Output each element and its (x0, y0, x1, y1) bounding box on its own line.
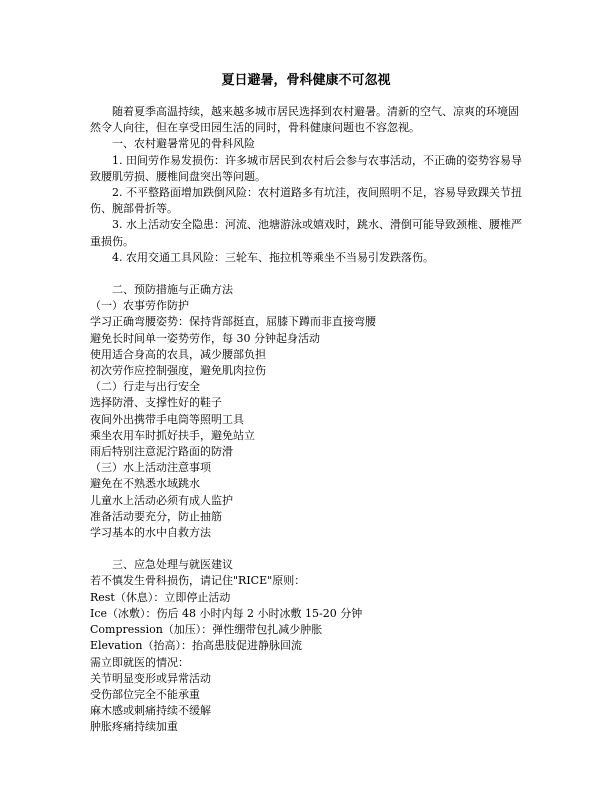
water-tip-2: 儿童水上活动必须有成人监护 (90, 493, 233, 507)
section-spacer (90, 541, 522, 557)
rice-intro: 若不慎发生骨科损伤，请记住"RICE"原则： (90, 574, 306, 588)
farming-tip-2: 避免长时间单一姿势劳作，每 30 分钟起身活动 (90, 331, 320, 345)
doctor-intro: 需立即就医的情况： (90, 655, 189, 669)
rice-elevation: Elevation（抬高）：抬高患肢促进静脉回流 (90, 639, 302, 653)
rice-compression: Compression（加压）：弹性绷带包扎减少肿胀 (90, 623, 323, 637)
farming-tip-1: 学习正确弯腰姿势：保持背部挺直，屈膝下蹲而非直接弯腰 (90, 315, 376, 329)
rice-rest: Rest（休息）：立即停止活动 (90, 590, 231, 604)
section-3-heading: 三、应急处理与就医建议 (112, 558, 233, 572)
doctor-sign-3: 麻木感或刺痛持续不缓解 (90, 704, 211, 718)
water-tip-1: 避免在不熟悉水域跳水 (90, 477, 200, 491)
section-2-heading: 二、预防措施与正确方法 (112, 283, 233, 297)
section-1-heading: 一、农村避暑常见的骨科风险 (112, 137, 255, 151)
doctor-sign-1: 关节明显变形或异常活动 (90, 671, 211, 685)
doctor-sign-2: 受伤部位完全不能承重 (90, 687, 200, 701)
travel-tip-2: 夜间外出携带手电筒等照明工具 (90, 412, 244, 426)
document-body (90, 104, 522, 736)
travel-tip-3: 乘坐农用车时抓好扶手，避免站立 (90, 428, 255, 442)
travel-tip-4: 雨后特别注意泥泞路面的防滑 (90, 445, 233, 459)
rice-ice: Ice（冰敷）：伤后 48 小时内每 2 小时冰敷 15-20 分钟 (90, 606, 363, 620)
intro-paragraph: 随着夏季高温持续，越来越多城市居民选择到农村避暑。清新的空气、凉爽的环境固然令人向往，但在享受田园生活的同时，骨科健康问题也不容忽视。 (90, 105, 519, 135)
risk-item-2: 2. 不平整路面增加跌倒风险：农村道路多有坑洼，夜间照明不足，容易导致踝关节扭伤、腕部骨折等。 (90, 186, 522, 216)
subsection-water-heading: （三）水上活动注意事项 (90, 461, 211, 475)
page-title: 夏日避暑，骨科健康不可忽视 (221, 73, 391, 88)
risk-item-4: 4. 农用交通工具风险：三轮车、拖拉机等乘坐不当易引发跌落伤。 (112, 250, 434, 264)
farming-tip-4: 初次劳作应控制强度，避免肌肉拉伤 (90, 364, 266, 378)
section-spacer (90, 266, 522, 282)
subsection-farming-heading: （一）农事劳作防护 (90, 299, 189, 313)
farming-tip-3: 使用适合身高的农具，减少腰部负担 (90, 347, 266, 361)
subsection-travel-heading: （二）行走与出行安全 (90, 380, 200, 394)
water-tip-4: 学习基本的水中自救方法 (90, 526, 211, 540)
risk-item-1: 1. 田间劳作易发损伤：许多城市居民到农村后会参与农事活动，不正确的姿势容易导致腰肌劳损、腰椎间盘突出等问题。 (90, 153, 522, 183)
travel-tip-1: 选择防滑、支撑性好的鞋子 (90, 396, 222, 410)
water-tip-3: 准备活动要充分，防止抽筋 (90, 509, 222, 523)
risk-item-3: 3. 水上活动安全隐患：河流、池塘游泳或嬉戏时，跳水、滑倒可能导致颈椎、腰椎严重损伤。 (90, 218, 522, 248)
doctor-sign-4: 肿胀疼痛持续加重 (90, 720, 178, 734)
